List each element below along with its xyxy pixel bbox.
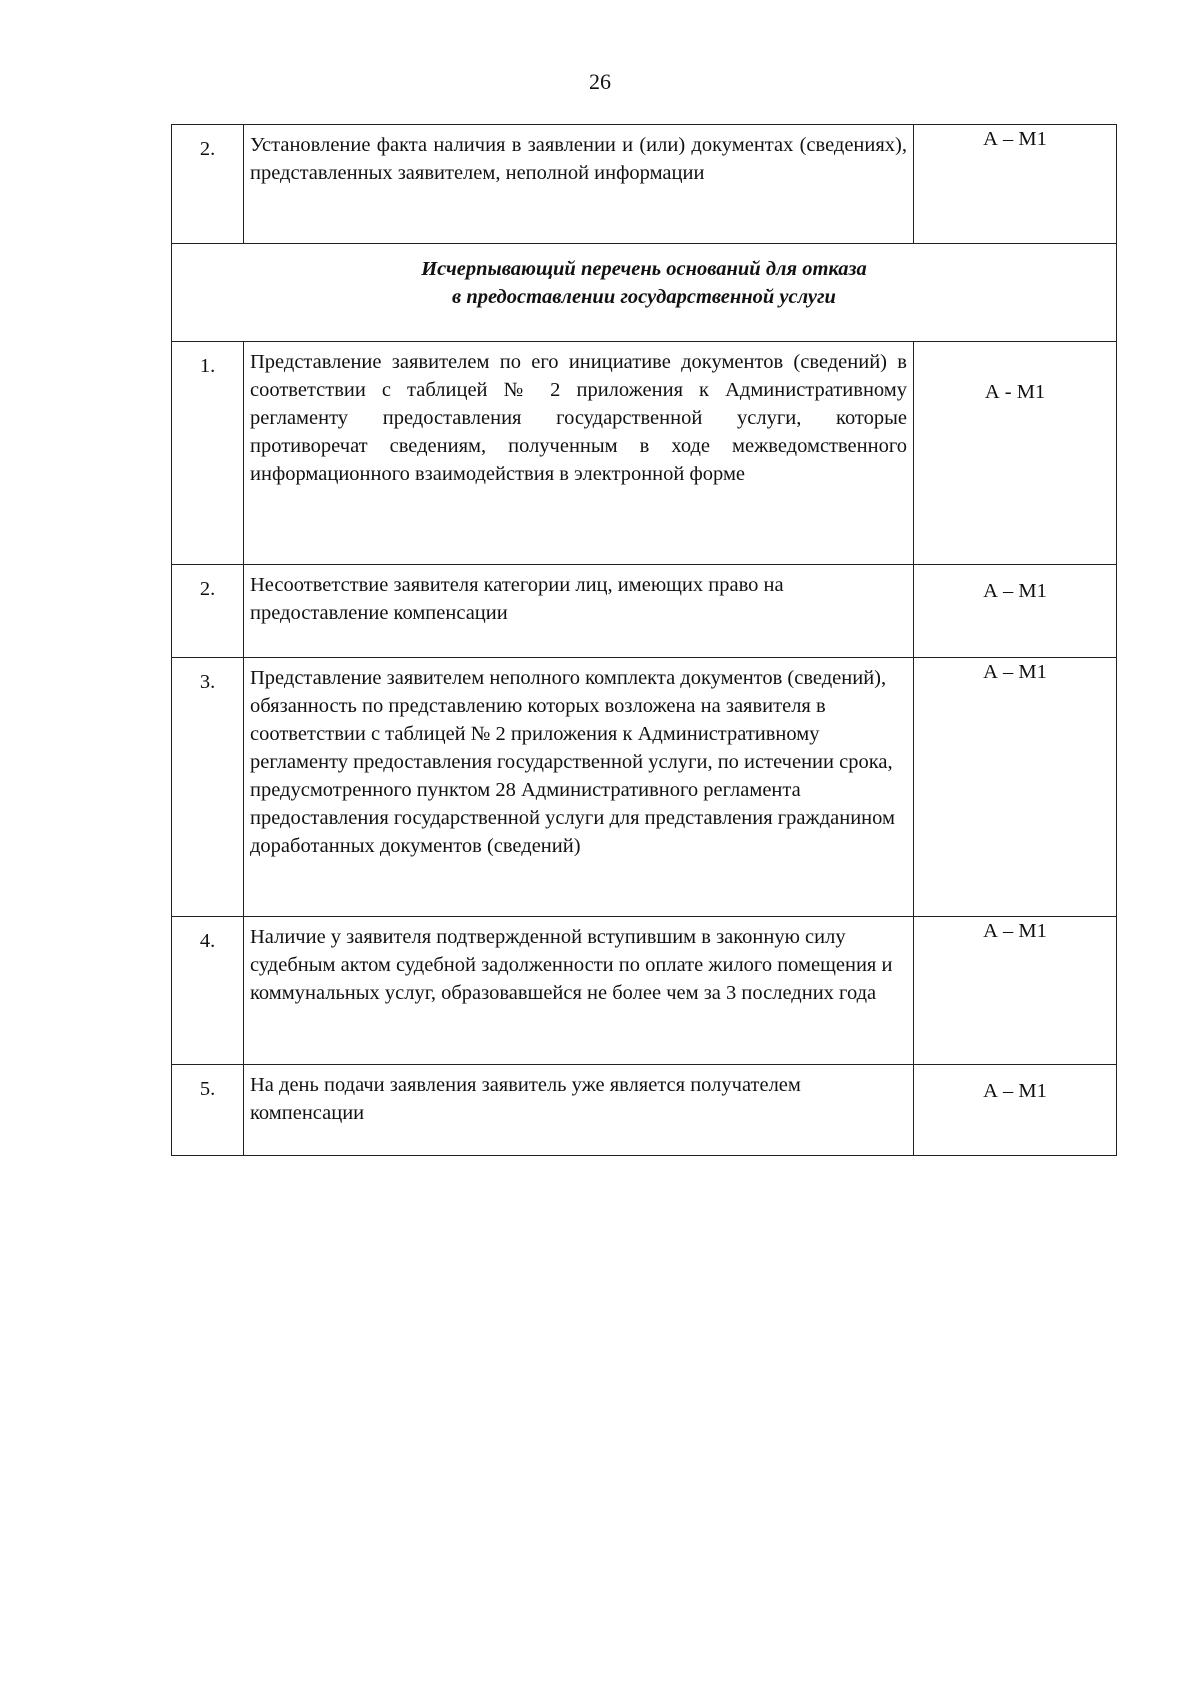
row-text: Представление заявителем по его инициативе документов (сведений) в соответствии с таблицей № 2 приложения к Административному регламенту предоставления государственной услуги, которые противоречат сведениям, полученным в ходе межведомственного информационного взаимодействия в электронной форме xyxy=(244,342,914,565)
table-row xyxy=(172,125,1117,244)
table-row xyxy=(172,342,1117,565)
section-heading-row xyxy=(172,244,1117,342)
row-code: А – М1 xyxy=(914,658,1117,917)
table-row xyxy=(172,1065,1117,1156)
row-number: 4. xyxy=(172,917,244,1065)
row-number: 1. xyxy=(172,342,244,565)
section-heading-line-1: Исчерпывающий перечень оснований для отказа xyxy=(421,258,867,280)
table-row xyxy=(172,565,1117,658)
row-code: А - М1 xyxy=(914,342,1117,565)
row-code: А – М1 xyxy=(914,565,1117,658)
table-row xyxy=(172,658,1117,917)
page-number: 26 xyxy=(589,69,611,94)
table-row xyxy=(172,917,1117,1065)
row-code: А – М1 xyxy=(914,1065,1117,1156)
row-text: Установление факта наличия в заявлении и (или) документах (сведениях), представленных заявителем, неполной информации xyxy=(244,125,914,244)
row-code: А – М1 xyxy=(914,125,1117,244)
grounds-table xyxy=(171,124,1117,1156)
row-number: 2. xyxy=(172,125,244,244)
row-text: Наличие у заявителя подтвержденной вступившим в законную силу судебным актом судебной задолженности по оплате жилого помещения и коммунальных услуг, образовавшейся не более чем за 3 последних года xyxy=(244,917,914,1065)
row-code: А – М1 xyxy=(914,917,1117,1065)
row-number: 2. xyxy=(172,565,244,658)
row-text: Несоответствие заявителя категории лиц, имеющих право на предоставление компенсации xyxy=(244,565,914,658)
row-number: 5. xyxy=(172,1065,244,1156)
section-heading-line-2: в предоставлении государственной услуги xyxy=(452,286,836,308)
row-number: 3. xyxy=(172,658,244,917)
section-heading xyxy=(172,244,1117,342)
row-text: На день подачи заявления заявитель уже является получателем компенсации xyxy=(244,1065,914,1156)
row-text: Представление заявителем неполного комплекта документов (сведений), обязанность по представлению которых возложена на заявителя в соответствии с таблицей № 2 приложения к Административному регламенту предоставления государственной услуги, по истечении срока, предусмотренного пунктом 28 Административного регламента предоставления государственной услуги для представления гражданином доработанных документов (сведений) xyxy=(244,658,914,917)
